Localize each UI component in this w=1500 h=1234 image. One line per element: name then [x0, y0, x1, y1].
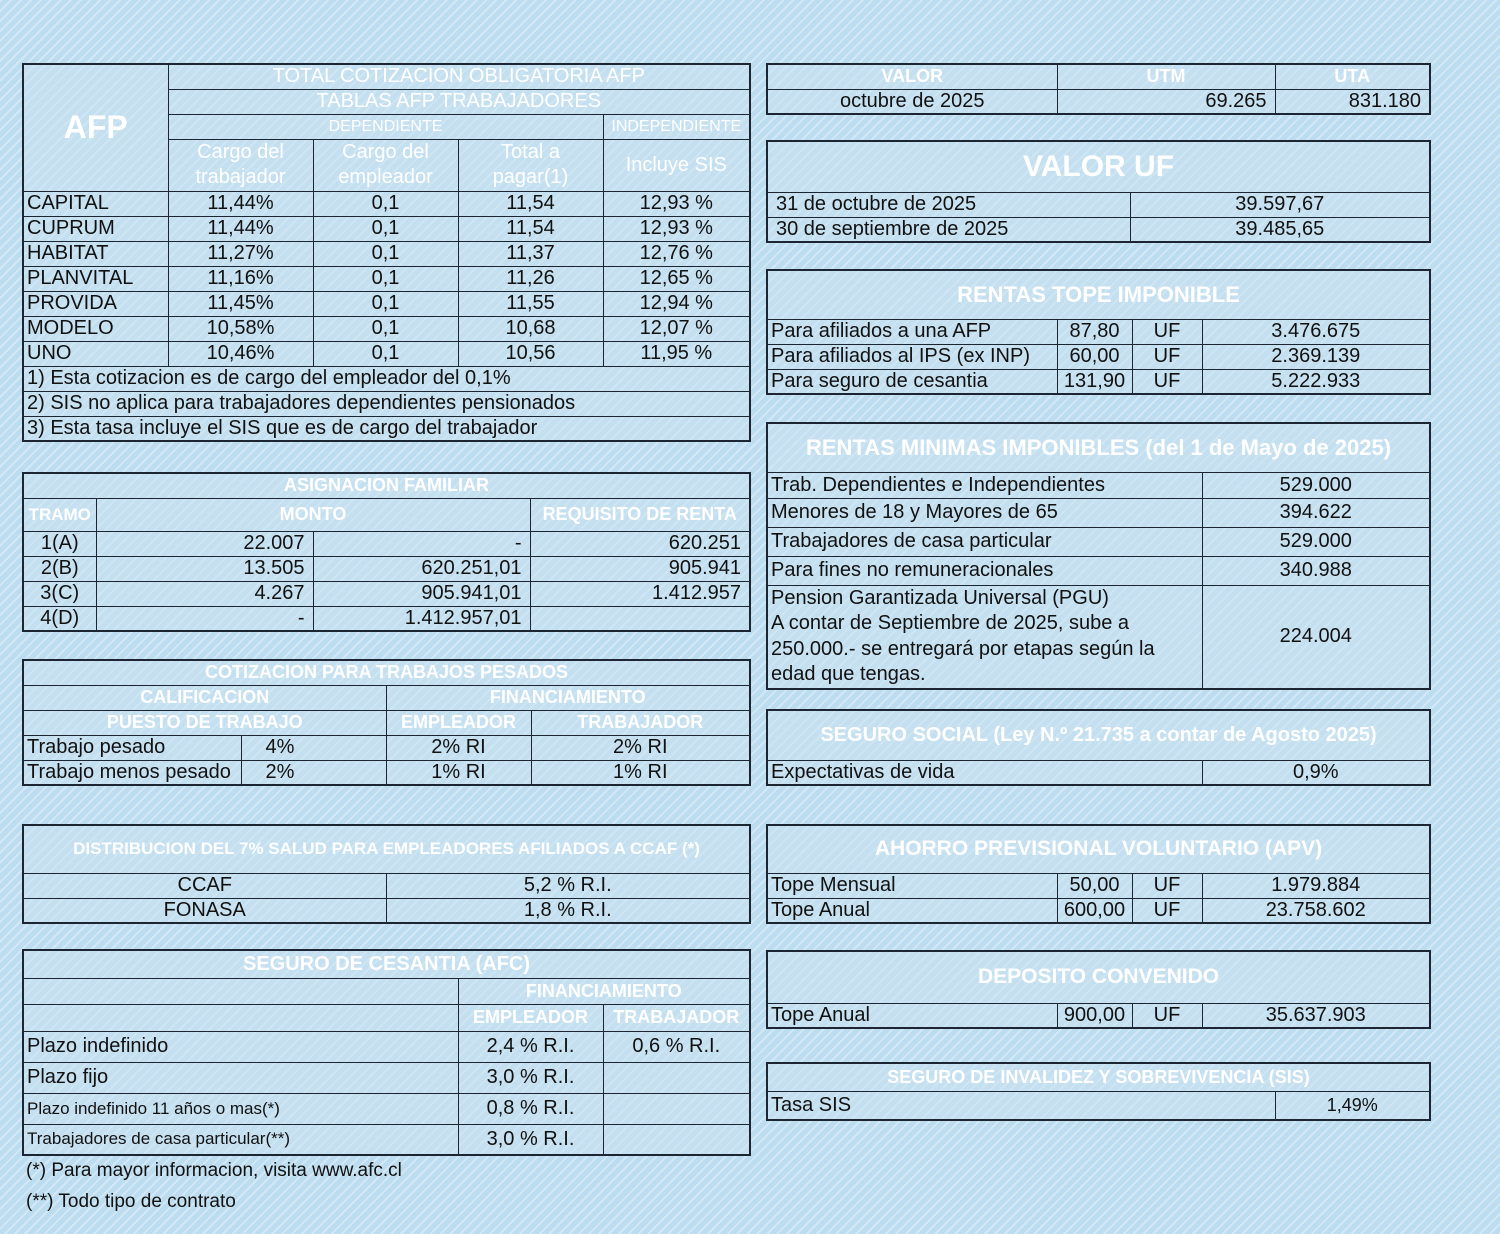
seguro-social-label: Expectativas de vida — [767, 760, 1202, 785]
afc-trabajador: 0,6 % R.I. — [603, 1031, 750, 1062]
tope-uf: 60,00 — [1057, 344, 1132, 369]
uf-value: 39.485,65 — [1130, 217, 1430, 242]
table-row — [23, 266, 750, 291]
seguro-social-title: SEGURO SOCIAL (Ley N.º 21.735 a contar de Agosto 2025) — [767, 710, 1430, 760]
utm-header-utm: UTM — [1057, 64, 1275, 89]
afp-col-total: Total a pagar(1) — [458, 139, 603, 191]
afp-name: HABITAT — [23, 241, 168, 266]
minimas-label: Trabajadores de casa particular — [767, 527, 1202, 556]
afp-name: UNO — [23, 341, 168, 366]
uf-block — [766, 140, 1429, 243]
table-row — [23, 1124, 750, 1155]
seguro-social-table — [766, 709, 1431, 786]
asignacion-monto: 22.007 — [96, 531, 313, 556]
afc-label: Plazo fijo — [23, 1062, 458, 1093]
apv-label: Tope Anual — [767, 898, 1057, 923]
apv-label: Tope Mensual — [767, 873, 1057, 898]
uf-date: 31 de octubre de 2025 — [767, 192, 1130, 217]
afc-label: Trabajadores de casa particular(**) — [23, 1124, 458, 1155]
afp-cargo-trabajador: 11,45% — [168, 291, 313, 316]
minimas-block — [766, 422, 1429, 690]
utm-table — [766, 63, 1431, 115]
afc-trabajador — [603, 1062, 750, 1093]
utm-month: octubre de 2025 — [767, 89, 1057, 114]
table-row — [23, 606, 750, 631]
afp-total: 11,37 — [458, 241, 603, 266]
minimas-value: 529.000 — [1202, 472, 1430, 498]
asignacion-renta-hasta: 620.251 — [530, 531, 750, 556]
afp-col-trabajador: Cargo del trabajador — [168, 139, 313, 191]
afp-cargo-trabajador: 10,46% — [168, 341, 313, 366]
asignacion-renta-desde: 620.251,01 — [313, 556, 530, 581]
afp-table — [22, 63, 751, 442]
salud-value: 5,2 % R.I. — [386, 873, 750, 898]
tope-unit: UF — [1132, 319, 1202, 344]
tope-unit: UF — [1132, 369, 1202, 394]
uf-table — [766, 140, 1431, 243]
salud-block — [22, 824, 749, 924]
table-row — [23, 760, 750, 785]
table-row — [23, 316, 750, 341]
tope-label: Para afiliados a una AFP — [767, 319, 1057, 344]
tope-title: RENTAS TOPE IMPONIBLE — [767, 270, 1430, 319]
tope-uf: 131,90 — [1057, 369, 1132, 394]
afc-header-spacer — [23, 978, 458, 1004]
asignacion-renta-hasta: 1.412.957 — [530, 581, 750, 606]
asignacion-tramo: 2(B) — [23, 556, 96, 581]
deposito-label: Tope Anual — [767, 1003, 1057, 1028]
salud-table — [22, 824, 751, 924]
afp-label: AFP — [23, 64, 168, 191]
pgu-line: edad que tengas. — [771, 663, 926, 685]
afp-name: CAPITAL — [23, 191, 168, 216]
asignacion-header-requisito: REQUISITO DE RENTA — [530, 498, 750, 531]
afp-total: 10,56 — [458, 341, 603, 366]
table-row — [23, 1031, 750, 1062]
minimas-value: 394.622 — [1202, 498, 1430, 527]
afp-title: TOTAL COTIZACION OBLIGATORIA AFP — [168, 64, 750, 89]
salud-title: DISTRIBUCION DEL 7% SALUD PARA EMPLEADORES AFILIADOS A CCAF (*) — [23, 825, 750, 873]
salud-value: 1,8 % R.I. — [386, 898, 750, 923]
sis-table — [766, 1062, 1431, 1121]
minimas-label: Menores de 18 y Mayores de 65 — [767, 498, 1202, 527]
pgu-line: 250.000.- se entregará por etapas según la — [771, 637, 1155, 660]
afp-cargo-trabajador: 11,16% — [168, 266, 313, 291]
deposito-title: DEPOSITO CONVENIDO — [767, 951, 1430, 1003]
pesados-empleador: 1% RI — [386, 760, 531, 785]
asignacion-tramo: 3(C) — [23, 581, 96, 606]
afp-note: 1) Esta cotizacion es de cargo del empleador del 0,1% — [23, 366, 750, 391]
tope-clp: 3.476.675 — [1202, 319, 1430, 344]
afc-trabajador — [603, 1093, 750, 1124]
pesados-header-calificacion: CALIFICACION — [23, 685, 386, 710]
afp-table-block — [22, 63, 749, 442]
afp-cargo-trabajador: 11,27% — [168, 241, 313, 266]
asignacion-table — [22, 472, 751, 632]
afp-name: CUPRUM — [23, 216, 168, 241]
afp-total: 11,54 — [458, 216, 603, 241]
deposito-unit: UF — [1132, 1003, 1202, 1028]
table-row — [23, 191, 750, 216]
pesados-trabajador: 2% RI — [531, 735, 750, 760]
seguro-social-block — [766, 709, 1429, 786]
table-row — [767, 472, 1430, 498]
asignacion-renta-hasta — [530, 606, 750, 631]
table-row — [23, 1062, 750, 1093]
pesados-title: COTIZACION PARA TRABAJOS PESADOS — [23, 660, 750, 685]
uf-title: VALOR UF — [767, 141, 1430, 192]
afp-total: 11,55 — [458, 291, 603, 316]
pgu-line: A contar de Septiembre de 2025, sube a — [771, 612, 1130, 634]
afc-empleador: 0,8 % R.I. — [458, 1093, 603, 1124]
table-row — [23, 216, 750, 241]
afp-independiente: 12,65 % — [603, 266, 750, 291]
asignacion-renta-hasta: 905.941 — [530, 556, 750, 581]
tope-label: Para seguro de cesantia — [767, 369, 1057, 394]
afc-empleador: 2,4 % R.I. — [458, 1031, 603, 1062]
afp-cargo-empleador: 0,1 — [313, 266, 458, 291]
asignacion-renta-desde: 905.941,01 — [313, 581, 530, 606]
sis-label: Tasa SIS — [767, 1091, 1275, 1120]
afp-note: 2) SIS no aplica para trabajadores dependientes pensionados — [23, 391, 750, 416]
asignacion-monto: - — [96, 606, 313, 631]
afp-independiente: 12,93 % — [603, 216, 750, 241]
minimas-table — [766, 422, 1431, 690]
tope-block — [766, 269, 1429, 395]
pesados-header-financiamiento: FINANCIAMIENTO — [386, 685, 750, 710]
asignacion-header-monto: MONTO — [96, 498, 530, 531]
apv-table — [766, 824, 1431, 924]
afc-header-financiamiento: FINANCIAMIENTO — [458, 978, 750, 1004]
asignacion-renta-desde: - — [313, 531, 530, 556]
afp-independiente-header: INDEPENDIENTE — [603, 114, 750, 139]
seguro-social-value: 0,9% — [1202, 760, 1430, 785]
afp-cargo-trabajador: 11,44% — [168, 216, 313, 241]
afc-note-2: (**) Todo tipo de contrato — [26, 1191, 236, 1212]
minimas-value: 340.988 — [1202, 556, 1430, 585]
apv-uf: 600,00 — [1057, 898, 1132, 923]
afp-cargo-trabajador: 10,58% — [168, 316, 313, 341]
table-row — [23, 735, 750, 760]
pesados-block — [22, 659, 749, 786]
sis-title: SEGURO DE INVALIDEZ Y SOBREVIVENCIA (SIS) — [767, 1063, 1430, 1091]
utm-header-valor: VALOR — [767, 64, 1057, 89]
afp-col-sis: Incluye SIS — [603, 139, 750, 191]
table-row — [23, 531, 750, 556]
pesados-trabajador: 1% RI — [531, 760, 750, 785]
asignacion-title: ASIGNACION FAMILIAR — [23, 473, 750, 498]
afp-total: 11,54 — [458, 191, 603, 216]
sis-value: 1,49% — [1275, 1091, 1430, 1120]
utm-value: 69.265 — [1057, 89, 1275, 114]
afp-cargo-empleador: 0,1 — [313, 216, 458, 241]
tope-label: Para afiliados al IPS (ex INP) — [767, 344, 1057, 369]
afc-title: SEGURO DE CESANTIA (AFC) — [23, 950, 750, 978]
asignacion-header-tramo: TRAMO — [23, 498, 96, 531]
deposito-block — [766, 950, 1429, 1029]
afp-cargo-empleador: 0,1 — [313, 341, 458, 366]
table-row — [23, 581, 750, 606]
afp-total: 10,68 — [458, 316, 603, 341]
afc-label: Plazo indefinido — [23, 1031, 458, 1062]
pesados-header-empleador: EMPLEADOR — [386, 710, 531, 735]
afp-total: 11,26 — [458, 266, 603, 291]
uta-value: 831.180 — [1275, 89, 1430, 114]
asignacion-renta-desde: 1.412.957,01 — [313, 606, 530, 631]
deposito-clp: 35.637.903 — [1202, 1003, 1430, 1028]
utm-header-uta: UTA — [1275, 64, 1430, 89]
table-row — [23, 291, 750, 316]
table-row — [23, 556, 750, 581]
minimas-label: Para fines no remuneracionales — [767, 556, 1202, 585]
tope-table — [766, 269, 1431, 395]
afp-cargo-empleador: 0,1 — [313, 191, 458, 216]
apv-clp: 1.979.884 — [1202, 873, 1430, 898]
afp-cargo-empleador: 0,1 — [313, 291, 458, 316]
afp-subtitle: TABLAS AFP TRABAJADORES — [168, 89, 750, 114]
pesados-pct: 4% — [241, 735, 386, 760]
afc-label: Plazo indefinido 11 años o mas(*) — [23, 1093, 458, 1124]
minimas-title: RENTAS MINIMAS IMPONIBLES (del 1 de Mayo de 2025) — [767, 423, 1430, 472]
utm-block — [766, 63, 1429, 115]
afp-note: 3) Esta tasa incluye el SIS que es de cargo del trabajador — [23, 416, 750, 441]
table-row — [23, 1093, 750, 1124]
pesados-header-trabajador: TRABAJADOR — [531, 710, 750, 735]
asignacion-monto: 4.267 — [96, 581, 313, 606]
minimas-value: 529.000 — [1202, 527, 1430, 556]
asignacion-tramo: 4(D) — [23, 606, 96, 631]
uf-value: 39.597,67 — [1130, 192, 1430, 217]
pesados-header-puesto: PUESTO DE TRABAJO — [23, 710, 386, 735]
apv-unit: UF — [1132, 873, 1202, 898]
table-row — [767, 344, 1430, 369]
salud-label: CCAF — [23, 873, 386, 898]
pesados-table — [22, 659, 751, 786]
afp-name: PROVIDA — [23, 291, 168, 316]
afp-name: PLANVITAL — [23, 266, 168, 291]
asignacion-tramo: 1(A) — [23, 531, 96, 556]
afp-independiente: 11,95 % — [603, 341, 750, 366]
afp-independiente: 12,93 % — [603, 191, 750, 216]
salud-label: FONASA — [23, 898, 386, 923]
afp-name: MODELO — [23, 316, 168, 341]
afc-block — [22, 949, 749, 1156]
tope-clp: 2.369.139 — [1202, 344, 1430, 369]
table-row — [767, 527, 1430, 556]
table-row — [23, 241, 750, 266]
afc-header-empleador: EMPLEADOR — [458, 1004, 603, 1031]
table-row — [767, 556, 1430, 585]
apv-unit: UF — [1132, 898, 1202, 923]
pesados-pct: 2% — [241, 760, 386, 785]
afp-independiente: 12,76 % — [603, 241, 750, 266]
apv-uf: 50,00 — [1057, 873, 1132, 898]
afc-header-trabajador: TRABAJADOR — [603, 1004, 750, 1031]
uf-date: 30 de septiembre de 2025 — [767, 217, 1130, 242]
afp-cargo-empleador: 0,1 — [313, 241, 458, 266]
pesados-label: Trabajo menos pesado — [23, 760, 241, 785]
afp-dependiente-header: DEPENDIENTE — [168, 114, 603, 139]
afp-col-empleador: Cargo del empleador — [313, 139, 458, 191]
afp-cargo-empleador: 0,1 — [313, 316, 458, 341]
minimas-label: Trab. Dependientes e Independientes — [767, 472, 1202, 498]
afc-empleador: 3,0 % R.I. — [458, 1062, 603, 1093]
table-row — [767, 498, 1430, 527]
tope-uf: 87,80 — [1057, 319, 1132, 344]
table-row — [767, 898, 1430, 923]
asignacion-block — [22, 472, 749, 632]
asignacion-monto: 13.505 — [96, 556, 313, 581]
afc-empleador: 3,0 % R.I. — [458, 1124, 603, 1155]
afp-cargo-trabajador: 11,44% — [168, 191, 313, 216]
pgu-line: Pension Garantizada Universal (PGU) — [771, 586, 1109, 609]
afc-header-spacer — [23, 1004, 458, 1031]
deposito-table — [766, 950, 1431, 1029]
pgu-description — [767, 585, 1202, 689]
pesados-empleador: 2% RI — [386, 735, 531, 760]
afp-independiente: 12,94 % — [603, 291, 750, 316]
tope-clp: 5.222.933 — [1202, 369, 1430, 394]
afc-table — [22, 949, 751, 1156]
tope-unit: UF — [1132, 344, 1202, 369]
apv-block — [766, 824, 1429, 924]
table-row — [767, 369, 1430, 394]
afp-independiente: 12,07 % — [603, 316, 750, 341]
table-row — [23, 341, 750, 366]
deposito-uf: 900,00 — [1057, 1003, 1132, 1028]
apv-clp: 23.758.602 — [1202, 898, 1430, 923]
afc-note-1: (*) Para mayor informacion, visita www.afc.cl — [26, 1160, 402, 1181]
apv-title: AHORRO PREVISIONAL VOLUNTARIO (APV) — [767, 825, 1430, 873]
pesados-label: Trabajo pesado — [23, 735, 241, 760]
sis-block — [766, 1062, 1429, 1121]
afc-trabajador — [603, 1124, 750, 1155]
pgu-value: 224.004 — [1202, 585, 1430, 689]
table-row — [767, 319, 1430, 344]
table-row — [767, 873, 1430, 898]
